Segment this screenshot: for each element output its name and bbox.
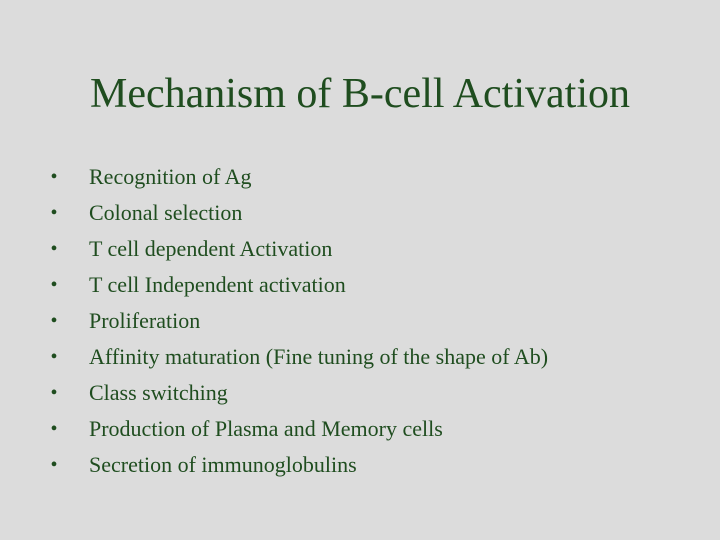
bullet-icon: •	[50, 310, 58, 332]
bullet-icon: •	[50, 346, 58, 368]
bullet-text: Secretion of immunoglobulins	[89, 452, 357, 477]
bullet-text: T cell Independent activation	[89, 272, 346, 297]
bullet-text: Production of Plasma and Memory cells	[89, 416, 443, 441]
bullet-icon: •	[50, 202, 58, 224]
slide-title: Mechanism of B-cell Activation	[89, 71, 631, 117]
bullet-icon: •	[50, 166, 58, 188]
bullet-text: Recognition of Ag	[89, 164, 252, 189]
bullet-text: Proliferation	[89, 308, 201, 333]
bullet-text: Affinity maturation (Fine tuning of the shape of Ab)	[89, 344, 549, 369]
bullet-text: Class switching	[89, 380, 228, 405]
bullet-icon: •	[50, 382, 58, 404]
bullet-icon: •	[50, 418, 58, 440]
bullet-icon: •	[50, 454, 58, 476]
bullet-icon: •	[50, 238, 58, 260]
bullet-icon: •	[50, 274, 58, 296]
bullet-text: Colonal selection	[89, 200, 243, 225]
bullet-text: T cell dependent Activation	[89, 236, 333, 261]
